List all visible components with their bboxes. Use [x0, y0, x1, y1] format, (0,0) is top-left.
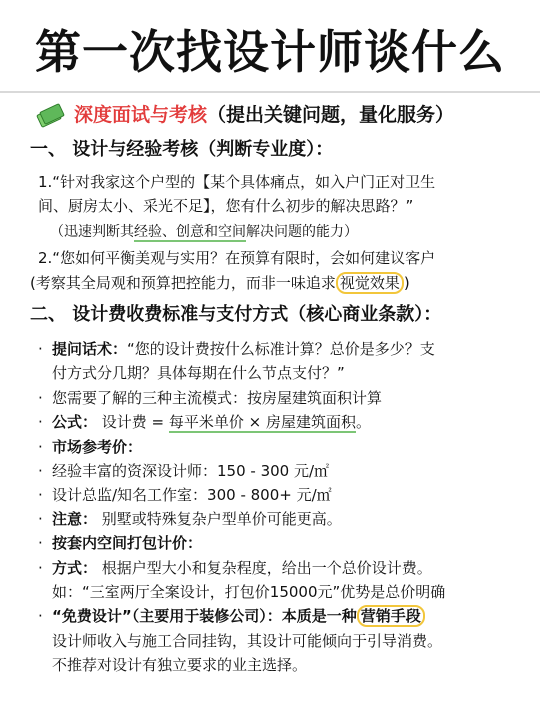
free-label: “免费设计”（主要用于装修公司）： [52, 607, 282, 625]
bullet-dot: · [38, 340, 43, 358]
bullet-dot: · [38, 607, 43, 625]
free-highlight: 营销手段 [357, 605, 425, 627]
bullet-dot: · [38, 462, 43, 480]
method-text: 根据户型大小和复杂程度，给出一个总价设计费。 [97, 559, 432, 577]
example-line: 如：“三室两厅全案设计，打包价15000元”优势是总价明确 [52, 583, 446, 601]
list-item-formula [38, 410, 371, 434]
formula-post: 。 [356, 413, 372, 431]
money-icon [38, 103, 64, 123]
market-label: 市场参考价： [52, 438, 143, 456]
formula-highlight: 每平米单价 × 房屋建筑面积 [168, 413, 356, 431]
list-item-package [38, 531, 202, 555]
senior-price: 经验丰富的资深设计师：150 - 300 元/㎡ [52, 462, 330, 480]
section2-heading: 二、 设计费收费标准与支付方式（核心商业条款）： [30, 304, 442, 325]
section1-heading: 一、 设计与经验考核（判断专业度）： [30, 139, 334, 160]
q1-note-highlight: 经验、创意和空间 [134, 224, 246, 240]
bullet-dot: · [38, 486, 43, 504]
q2-line2-highlight: 视觉效果 [336, 272, 404, 294]
free-line2: 设计师收入与施工合同挂钩，其设计可能倾向于引导消费。 [52, 632, 443, 650]
free-line3: 不推荐对设计有独立要求的业主选择。 [52, 656, 308, 674]
note-label: 注意： [52, 510, 98, 528]
ask-line1: “您的设计费按什么标准计算？总价是多少？支 [127, 340, 435, 358]
subheading-rest: （提出关键问题，量化服务） [207, 103, 455, 126]
subheading-accent: 深度面试与考核 [74, 103, 208, 126]
list-item-ask [38, 337, 435, 361]
bullet-dot: · [38, 534, 43, 552]
q1-note-post: 解决问题的能力） [246, 224, 358, 240]
q2-line2 [30, 271, 410, 295]
list-item-note [38, 507, 342, 531]
bullet-dot: · [38, 510, 43, 528]
method-label: 方式： [52, 559, 98, 577]
ask-line2: 付方式分几期？具体每期在什么节点支付？” [52, 364, 345, 382]
list-item-method [38, 556, 432, 580]
page-title: 第一次找设计师谈什么 [35, 25, 505, 79]
list-item-market [38, 435, 142, 459]
q1-line1: 1.“针对我家这个户型的【某个具体痛点，如入户门正对卫生 [38, 173, 436, 191]
package-label: 按套内空间打包计价： [52, 534, 203, 552]
q1-note-pre: （迅速判断其 [50, 224, 134, 240]
q1-note [50, 220, 358, 244]
bullet-dot: · [38, 413, 43, 431]
list-item-senior [38, 459, 329, 483]
free-pre: 本质是一种 [281, 607, 357, 625]
q2-line2-post: ) [403, 274, 410, 292]
divider [0, 91, 540, 93]
modes-text: 您需要了解的三种主流模式：按房屋建筑面积计算 [52, 389, 383, 407]
q2-line2-pre: (考察其全局观和预算把控能力，而非一味追求 [30, 274, 336, 292]
bullet-dot: · [38, 559, 43, 577]
formula-pre: 设计费 = [97, 413, 169, 431]
list-item-free [38, 604, 425, 628]
director-price: 设计总监/知名工作室：300 - 800+ 元/㎡ [52, 486, 332, 504]
q1-line2: 间、厨房太小、采光不足】，您有什么初步的解决思路？” [38, 197, 414, 215]
note-text: 别墅或特殊复杂户型单价可能更高。 [97, 510, 342, 528]
subheading [38, 98, 454, 128]
bullet-dot: · [38, 438, 43, 456]
q2-line1: 2.“您如何平衡美观与实用？在预算有限时，会如何建议客户 [38, 249, 436, 267]
bullet-dot: · [38, 389, 43, 407]
list-item-modes [38, 386, 382, 410]
formula-label: 公式： [52, 413, 98, 431]
list-item-director [38, 483, 332, 507]
ask-label: 提问话术： [52, 340, 128, 358]
